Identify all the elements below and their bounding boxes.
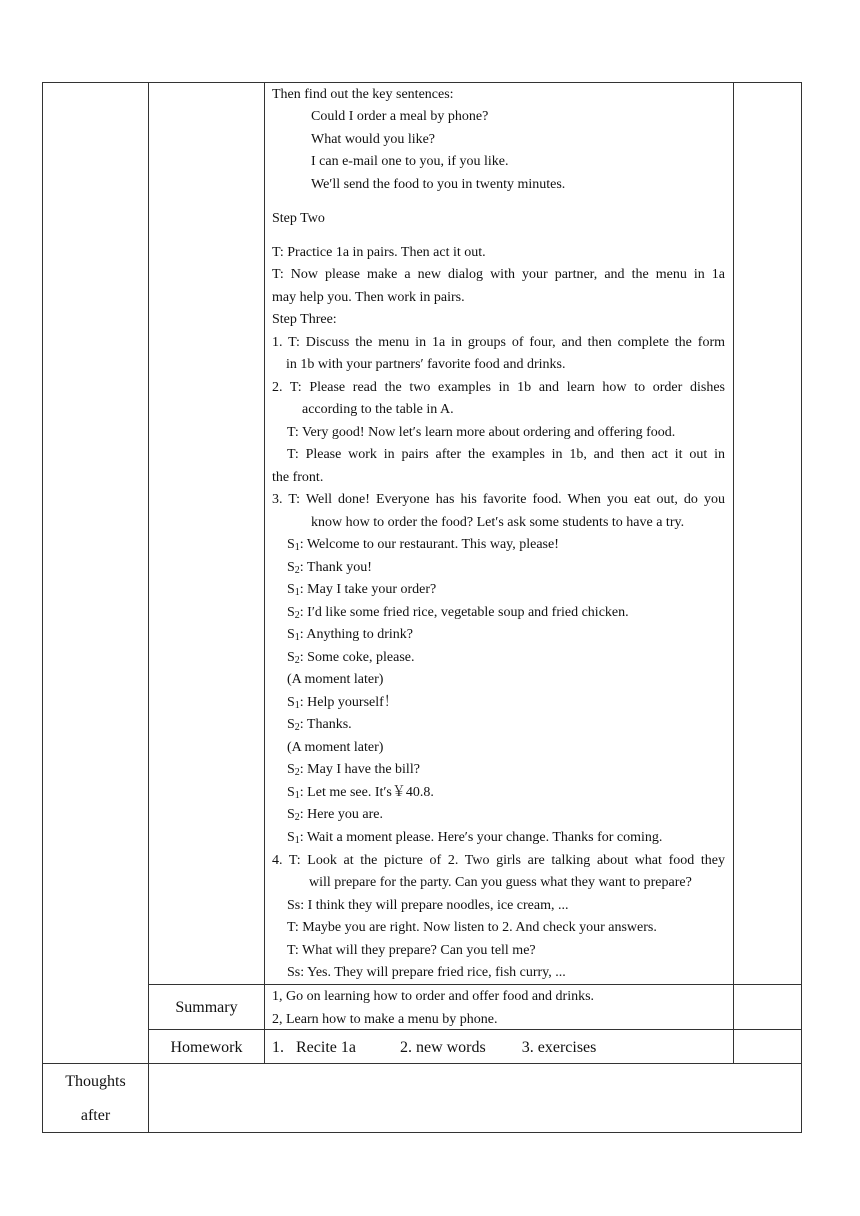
dialog-text: : May I have the bill?: [299, 762, 420, 777]
dialog-speaker: S: [287, 762, 295, 777]
item-1-line-1: 1. T: Discuss the menu in 1a in groups of four, and then complete the form: [272, 335, 725, 350]
dialog-line: [287, 560, 372, 576]
table-bottom-border: [42, 1132, 802, 1133]
thoughts-top-border: [42, 1063, 802, 1064]
key-sentence: We′ll send the food to you in twenty minutes.: [311, 177, 566, 192]
t-what-line: T: What will they prepare? Can you tell me?: [287, 943, 536, 958]
ss-answer-line: Ss: I think they will prepare noodles, ice cream, ...: [287, 898, 569, 913]
dialog-text: : Anything to drink?: [299, 627, 413, 642]
table-left-border: [42, 82, 43, 1133]
dialog-text: : I′d like some fried rice, vegetable soup and fried chicken.: [299, 604, 629, 620]
step-three-heading: Step Three:: [272, 312, 337, 327]
step-two-heading: Step Two: [272, 211, 325, 226]
item-3-line-1: 3. T: Well done! Everyone has his favorite food. When you eat out, do you: [272, 492, 725, 507]
dialog-speaker: S: [287, 694, 295, 710]
dialog-text: : Thanks.: [299, 717, 352, 732]
dialog-text: : May I take your order?: [299, 582, 437, 597]
dialog-text: (A moment later): [287, 672, 384, 687]
practice-1a-line: T: Practice 1a in pairs. Then act it out.: [272, 245, 486, 260]
pairs-line-1: T: Please work in pairs after the examples in 1b, and then act it out in: [287, 447, 725, 462]
item-1-line-2: in 1b with your partners′ favorite food and drinks.: [286, 357, 566, 372]
ss-yes-line: Ss: Yes. They will prepare fried rice, fish curry, ...: [287, 965, 566, 980]
col1-divider: [148, 82, 149, 1133]
dialog-line: [287, 807, 383, 823]
new-dialog-line-1: T: Now please make a new dialog with your partner, and the menu in 1a: [272, 267, 725, 282]
dialog-line: [287, 605, 629, 621]
key-sentence: What would you like?: [311, 132, 436, 147]
col3-divider: [733, 82, 734, 1064]
new-dialog-line-2: may help you. Then work in pairs.: [272, 290, 465, 305]
item-3-line-2: know how to order the food? Let′s ask some students to have a try.: [311, 515, 685, 530]
dialog-line: [287, 785, 434, 801]
dialog-speaker-number: 1: [294, 789, 300, 801]
dialog-line: [287, 672, 383, 688]
dialog-speaker-number: 2: [294, 767, 300, 778]
dialog-speaker-number: 1: [294, 587, 300, 598]
dialog-speaker-number: 2: [294, 654, 300, 666]
dialog-line: [287, 582, 436, 598]
dialog-speaker: S: [287, 649, 295, 665]
key-sentence: Could I order a meal by phone?: [311, 109, 489, 124]
dialog-speaker: S: [287, 582, 295, 597]
homework-top-border: [148, 1029, 802, 1030]
dialog-text: : Welcome to our restaurant. This way, please!: [299, 537, 559, 552]
homework-text: 1. Recite 1a 2. new words 3. exercises: [272, 1039, 597, 1056]
table-top-border: [42, 82, 802, 83]
dialog-speaker: S: [287, 537, 295, 552]
dialog-speaker-number: 2: [294, 722, 300, 733]
dialog-text: (A moment later): [287, 739, 384, 755]
dialog-text: : Thank you!: [299, 559, 372, 575]
summary-item: 1, Go on learning how to order and offer food and drinks.: [272, 989, 595, 1004]
dialog-line: [287, 717, 352, 733]
dialog-speaker: S: [287, 627, 295, 642]
dialog-speaker-number: 2: [294, 812, 300, 823]
dialog-text: : Help yourself！: [299, 694, 398, 710]
thoughts-label-line-2: after: [80, 1107, 111, 1124]
summary-label: Summary: [175, 999, 238, 1016]
dialog-speaker: S: [287, 807, 295, 822]
dialog-line: [287, 650, 414, 666]
dialog-line: [287, 830, 662, 846]
item-4-line-1: 4. T: Look at the picture of 2. Two girls are talking about what food they: [272, 853, 725, 868]
item-2-line-2: according to the table in A.: [302, 402, 454, 417]
dialog-text: : Wait a moment please. Here′s your change. Thanks for coming.: [299, 829, 663, 845]
dialog-text: : Here you are.: [299, 807, 383, 822]
thoughts-label-line-1: Thoughts: [65, 1073, 126, 1090]
dialog-line: [287, 627, 413, 643]
dialog-text: : Some coke, please.: [299, 649, 415, 665]
dialog-speaker-number: 2: [294, 564, 300, 576]
very-good-line: T: Very good! Now let′s learn more about ordering and offering food.: [287, 425, 676, 440]
dialog-speaker: S: [287, 784, 295, 800]
summary-item: 2, Learn how to make a menu by phone.: [272, 1012, 498, 1027]
dialog-speaker-number: 1: [294, 699, 300, 711]
dialog-speaker: S: [287, 559, 295, 575]
dialog-speaker: S: [287, 604, 295, 620]
pairs-line-2: the front.: [272, 470, 324, 485]
dialog-line: [287, 740, 383, 756]
item-2-line-1: 2. T: Please read the two examples in 1b and learn how to order dishes: [272, 380, 725, 395]
dialog-speaker: S: [287, 717, 295, 732]
dialog-speaker: S: [287, 829, 295, 845]
summary-top-border: [148, 984, 802, 985]
dialog-speaker-number: 1: [294, 632, 300, 643]
dialog-line: [287, 537, 559, 553]
dialog-speaker-number: 1: [294, 542, 300, 553]
t-maybe-line: T: Maybe you are right. Now listen to 2. And check your answers.: [287, 920, 657, 935]
col2-divider: [264, 82, 265, 1064]
key-sentences-intro: Then find out the key sentences:: [272, 87, 454, 102]
dialog-line: [287, 695, 398, 711]
table-right-border: [801, 82, 802, 1133]
dialog-text: : Let me see. It′s￥40.8.: [299, 784, 434, 800]
dialog-speaker-number: 2: [294, 609, 300, 621]
key-sentence: I can e-mail one to you, if you like.: [311, 154, 509, 169]
dialog-line: [287, 762, 420, 778]
homework-label: Homework: [170, 1039, 243, 1056]
dialog-speaker-number: 1: [294, 834, 300, 846]
item-4-line-2: will prepare for the party. Can you guess what they want to prepare?: [309, 875, 692, 890]
